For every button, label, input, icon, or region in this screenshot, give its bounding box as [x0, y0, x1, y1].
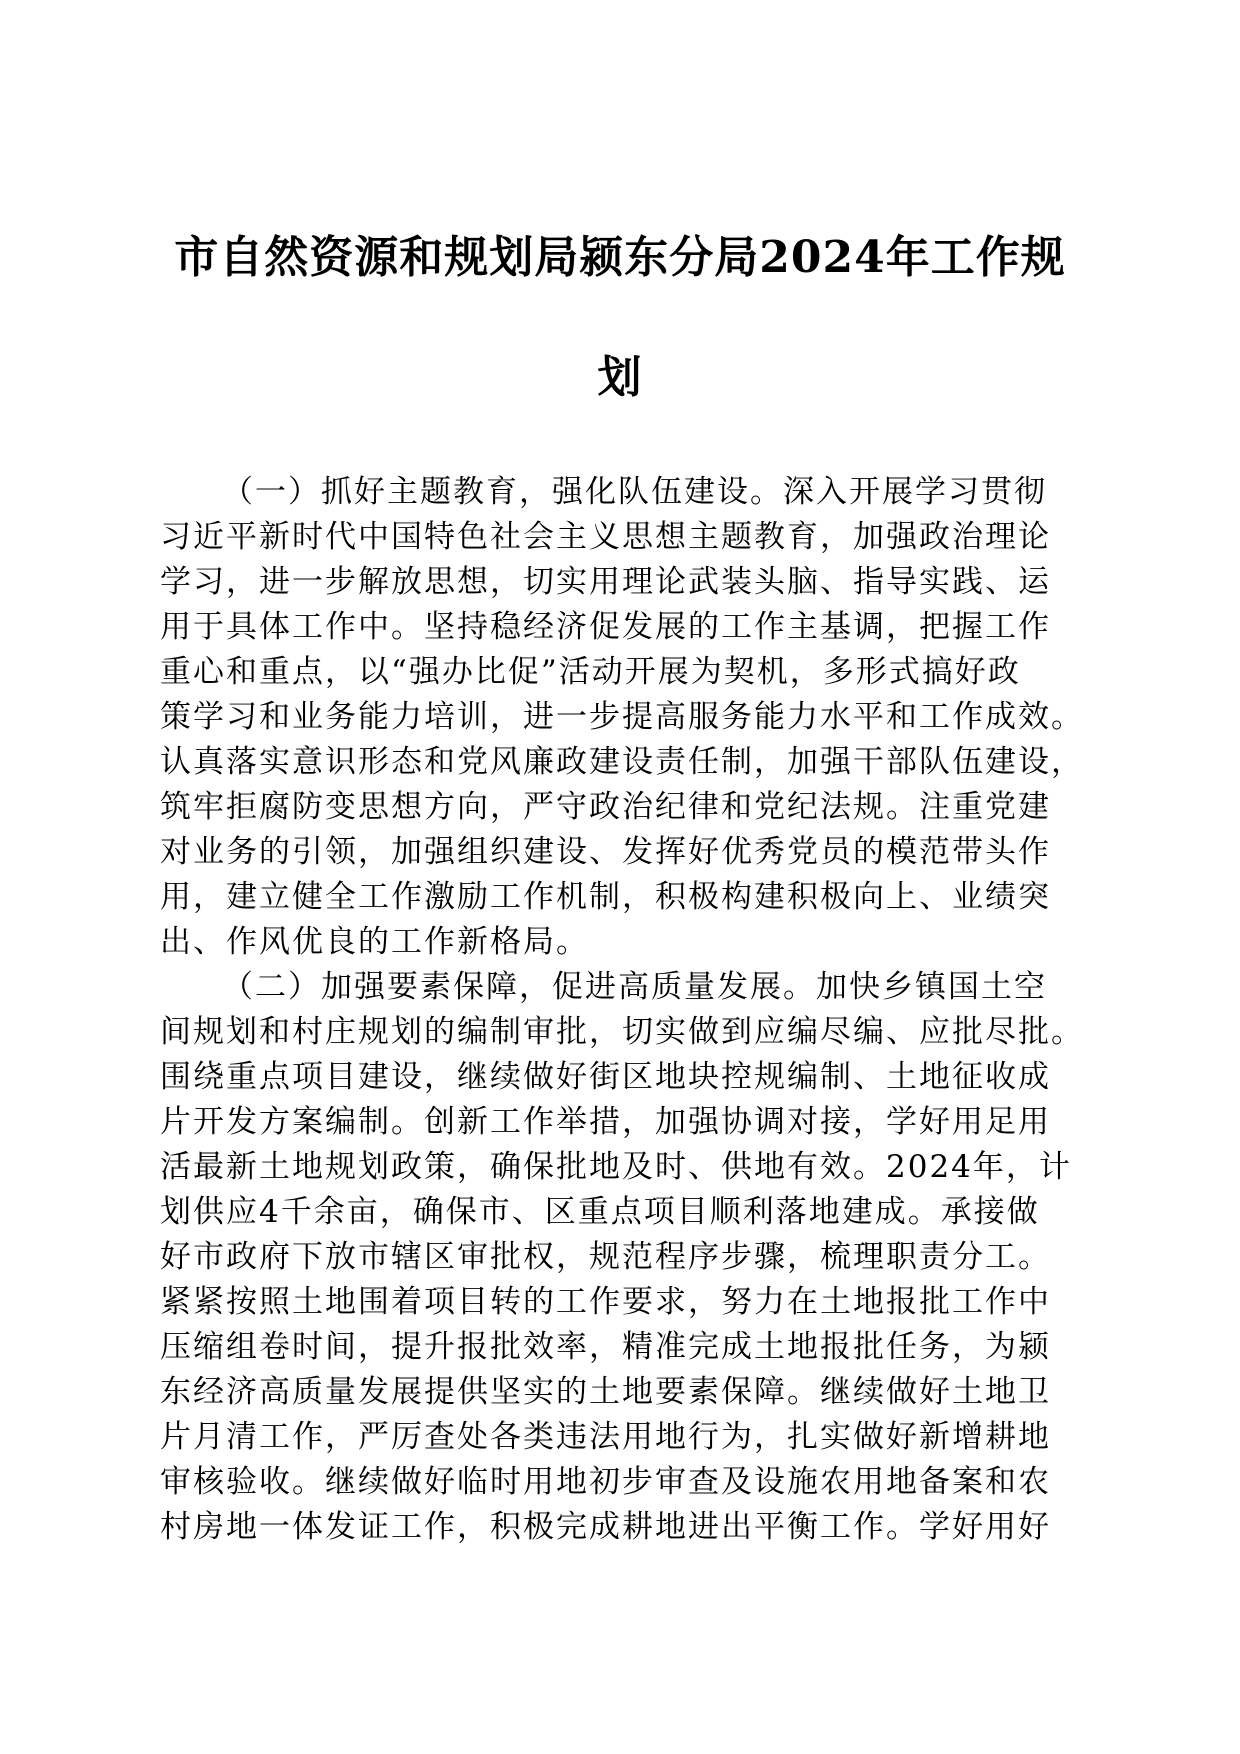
- text-line: 围绕重点项目建设，继续做好街区地块控规编制、土地征收成: [160, 1059, 1051, 1095]
- text-line: 紧紧按照土地围着项目转的工作要求，努力在土地报批工作中: [160, 1284, 1051, 1320]
- text-line: 好市政府下放市辖区审批权，规范程序步骤，梳理职责分工。: [160, 1239, 1051, 1275]
- text-line: 用，建立健全工作激励工作机制，积极构建积极向上、业绩突: [160, 879, 1051, 915]
- text-line: 对业务的引领，加强组织建设、发挥好优秀党员的模范带头作: [160, 834, 1051, 870]
- document-body: [160, 470, 1084, 1550]
- text-line: 策学习和业务能力培训，进一步提高服务能力水平和工作成效。: [160, 699, 1084, 735]
- text-line: 划供应4千余亩，确保市、区重点项目顺利落地建成。承接做: [160, 1194, 1040, 1230]
- document-title-line-1: 市自然资源和规划局颍东分局2024年工作规: [174, 232, 1066, 283]
- text-line: 认真落实意识形态和党风廉政建设责任制，加强干部队伍建设，: [160, 744, 1084, 780]
- text-line: 间规划和村庄规划的编制审批，切实做到应编尽编、应批尽批。: [160, 1014, 1084, 1050]
- text-line: 活最新土地规划政策，确保批地及时、供地有效。2024年，计: [160, 1149, 1072, 1185]
- text-line: 习近平新时代中国特色社会主义思想主题教育，加强政治理论: [160, 519, 1051, 555]
- text-line: 重心和重点，以“强办比促”活动开展为契机，多形式搞好政: [160, 654, 1021, 690]
- text-line: 用于具体工作中。坚持稳经济促发展的工作主基调，把握工作: [160, 609, 1051, 645]
- text-line: 东经济高质量发展提供坚实的土地要素保障。继续做好土地卫: [160, 1374, 1051, 1410]
- text-line: 筑牢拒腐防变思想方向，严守政治纪律和党纪法规。注重党建: [160, 789, 1051, 825]
- text-line: 片月清工作，严厉查处各类违法用地行为，扎实做好新增耕地: [160, 1419, 1051, 1455]
- text-line: 村房地一体发证工作，积极完成耕地进出平衡工作。学好用好: [160, 1509, 1051, 1545]
- text-line: 出、作风优良的工作新格局。: [160, 924, 589, 960]
- document-title-line-2: 划: [597, 352, 643, 403]
- text-line: 审核验收。继续做好临时用地初步审查及设施农用地备案和农: [160, 1464, 1051, 1500]
- text-line: 片开发方案编制。创新工作举措，加强协调对接，学好用足用: [160, 1104, 1051, 1140]
- paragraph-1-heading-line: （一）抓好主题教育，强化队伍建设。深入开展学习贯彻: [222, 474, 1047, 510]
- text-line: 学习，进一步解放思想，切实用理论武装头脑、指导实践、运: [160, 564, 1051, 600]
- paragraph-2-heading-line: （二）加强要素保障，促进高质量发展。加快乡镇国土空: [222, 969, 1047, 1005]
- text-line: 压缩组卷时间，提升报批效率，精准完成土地报批任务，为颍: [160, 1329, 1051, 1365]
